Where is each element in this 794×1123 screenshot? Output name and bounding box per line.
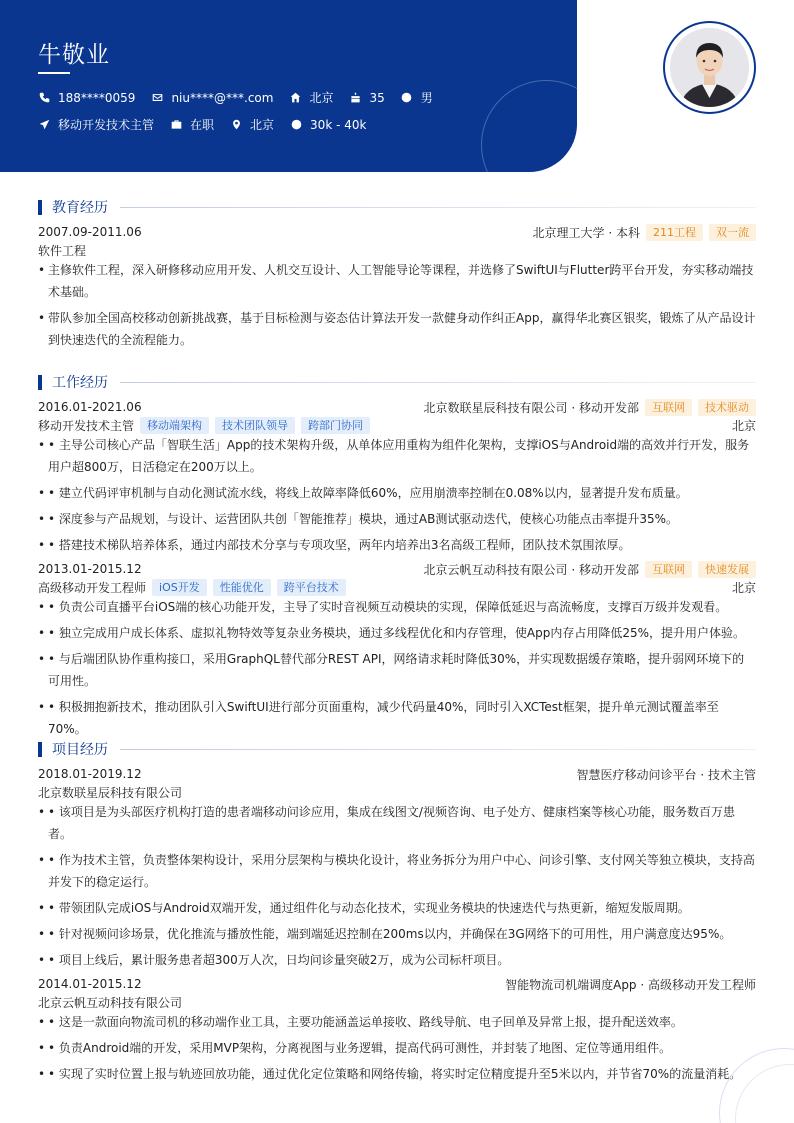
- company-tag: 互联网: [645, 399, 692, 416]
- location-icon: [230, 119, 242, 131]
- avatar: [670, 28, 749, 107]
- company-tag: 技术驱动: [698, 399, 756, 416]
- education-school: 北京理工大学 · 本科: [532, 225, 640, 240]
- project-header-row: [38, 975, 756, 993]
- project-company: 北京云帆互动科技有限公司: [38, 995, 183, 1010]
- status-text: 在职: [190, 118, 215, 132]
- avatar-frame: [663, 21, 756, 114]
- role-tag: 技术团队领导: [215, 417, 295, 434]
- role-tag: 性能优化: [213, 579, 271, 596]
- send-icon: [38, 119, 50, 131]
- age-text: 35: [369, 90, 385, 105]
- project-company-row: [38, 783, 756, 801]
- school-tag: 211工程: [646, 224, 703, 241]
- section-divider: [120, 749, 756, 750]
- work-company: 北京云帆互动科技有限公司 · 移动开发部: [423, 562, 639, 577]
- section-bar: [38, 375, 42, 390]
- education-section-title: [38, 197, 756, 217]
- header-decoration-circle: [481, 80, 577, 172]
- education-bullet: • 主修软件工程，深入研修移动应用开发、人机交互设计、人工智能导论等课程，并选修了SwiftUI与Flutter跨平台开发，夯实移动端技术基础。: [38, 259, 756, 303]
- position-text: 移动开发技术主管: [58, 118, 155, 132]
- home-item: [289, 89, 333, 106]
- project-company: 北京数联星辰科技有限公司: [38, 785, 183, 800]
- work-bullet: • • 主导公司核心产品「智联生活」App的技术架构升级，从单体应用重构为组件化架构，支撑iOS与Android端的高效并行开发，服务用户超800万，日活稳定在200万以上。: [38, 434, 756, 478]
- work-header-row: [38, 398, 756, 416]
- contact-row: [38, 89, 449, 106]
- project-name: 智慧医疗移动问诊平台 · 技术主管: [576, 767, 756, 782]
- home-text: 北京: [309, 91, 334, 105]
- phone-icon: [38, 92, 50, 104]
- company-tag: 快速发展: [698, 561, 756, 578]
- project-bullet: • • 负责Android端的开发，采用MVP架构，分离视图与业务逻辑，提高代码可测性，并封装了地图、定位等通用组件。: [38, 1037, 756, 1059]
- project-name: 智能物流司机端调度App · 高级移动开发工程师: [505, 977, 756, 992]
- home-icon: [289, 92, 301, 104]
- work-city: 北京: [731, 418, 756, 433]
- work-role-group: [38, 417, 370, 434]
- salary-text: 30k - 40k: [310, 117, 367, 132]
- intent-row: [38, 116, 382, 133]
- briefcase-icon: [170, 119, 182, 131]
- section-bar: [38, 742, 42, 757]
- age-item: [349, 91, 384, 105]
- section-heading: 工作经历: [52, 375, 108, 391]
- candidate-name: 牛敬业: [38, 42, 110, 68]
- project-bullet: • • 该项目是为头部医疗机构打造的患者端移动问诊应用，集成在线图文/视频咨询、电子处方、健康档案等核心功能，服务数百万患者。: [38, 801, 756, 845]
- work-header-row: [38, 560, 756, 578]
- education-header-row: [38, 223, 756, 241]
- work-bullet: • • 与后端团队协作重构接口，采用GraphQL替代部分REST API，网络请求耗时降低30%，并实现数据缓存策略，提升弱网环境下的可用性。: [38, 648, 756, 692]
- education-school-group: [533, 224, 756, 241]
- role-tag: iOS开发: [152, 579, 207, 596]
- section-heading: 教育经历: [52, 200, 108, 216]
- section-bar: [38, 200, 42, 215]
- project-bullet: • • 这是一款面向物流司机的移动端作业工具，主要功能涵盖运单接收、路线导航、电子回单及异常上报，提升配送效率。: [38, 1011, 756, 1033]
- work-role-row: [38, 578, 756, 596]
- work-bullet: • • 搭建技术梯队培养体系，通过内部技术分享与专项攻坚，两年内培养出3名高级工程师，团队技术氛围浓厚。: [38, 534, 756, 556]
- work-section-title: [38, 372, 756, 392]
- project-bullet: • • 针对视频问诊场景，优化推流与播放性能，端到端延迟控制在200ms以内，并确保在3G网络下的可用性，用户满意度达95%。: [38, 923, 756, 945]
- work-bullet: • • 深度参与产品规划，与设计、运营团队共创「智能推荐」模块，通过AB测试驱动迭代，使核心功能点击率提升35%。: [38, 508, 756, 530]
- work-role: 高级移动开发工程师: [38, 580, 147, 595]
- city-text: 北京: [250, 118, 275, 132]
- project-period: 2018.01-2019.12: [38, 767, 142, 781]
- role-tag: 跨平台技术: [277, 579, 346, 596]
- work-bullet: • • 负责公司直播平台iOS端的核心功能开发，主导了实时音视频互动模块的实现，保障低延迟与高流畅度，支撑百万级并发观看。: [38, 596, 756, 618]
- company-tag: 互联网: [645, 561, 692, 578]
- work-period: 2016.01-2021.06: [38, 400, 142, 414]
- work-company-group: [424, 561, 756, 578]
- school-tag: 双一流: [709, 224, 756, 241]
- email-text: niu****@***.com: [171, 90, 274, 105]
- gender-item: [401, 89, 433, 106]
- project-period: 2014.01-2015.12: [38, 977, 142, 991]
- projects-section-title: [38, 739, 756, 759]
- city-item: [230, 116, 274, 133]
- project-bullet: • • 带领团队完成iOS与Android双端开发，通过组件化与动态化技术，实现业务模块的快速迭代与热更新，缩短发版周期。: [38, 897, 756, 919]
- phone-text: 188****0059: [58, 90, 136, 105]
- section-heading: 项目经历: [52, 742, 108, 758]
- project-bullet: • • 作为技术主管，负责整体架构设计，采用分层架构与模块化设计，将业务拆分为用户中心、问诊引擎、支付网关等独立模块，支持高并发下的稳定运行。: [38, 849, 756, 893]
- section-divider: [120, 207, 756, 208]
- education-major-row: [38, 241, 756, 259]
- work-period: 2013.01-2015.12: [38, 562, 142, 576]
- education-major: 软件工程: [38, 243, 87, 258]
- mail-icon: [151, 92, 163, 104]
- salary-icon: [290, 119, 302, 131]
- work-role: 移动开发技术主管: [38, 418, 135, 433]
- project-company-row: [38, 993, 756, 1011]
- work-bullet: • • 建立代码评审机制与自动化测试流水线，将线上故障率降低60%，应用崩溃率控制在0.08%以内，显著提升发布质量。: [38, 482, 756, 504]
- education-bullet: • 带队参加全国高校移动创新挑战赛，基于目标检测与姿态估计算法开发一款健身动作纠正App，赢得华北赛区银奖，锻炼了从产品设计到快速迭代的全流程能力。: [38, 307, 756, 351]
- cake-icon: [349, 92, 361, 104]
- work-bullet: • • 积极拥抱新技术，推动团队引入SwiftUI进行部分页面重构，减少代码量40%，同时引入XCTest框架，提升单元测试覆盖率至70%。: [38, 696, 756, 740]
- work-role-group: [38, 579, 346, 596]
- header-banner: [0, 0, 577, 172]
- work-city: 北京: [731, 580, 756, 595]
- work-company-group: [424, 399, 756, 416]
- project-header-row: [38, 765, 756, 783]
- position-item: [38, 116, 154, 133]
- phone-item: [38, 91, 135, 105]
- gender-text: 男: [420, 91, 433, 105]
- project-bullet: • • 项目上线后，累计服务患者超300万人次，日均问诊量突破2万，成为公司标杆项目。: [38, 949, 756, 971]
- work-role-row: [38, 416, 756, 434]
- email-item: [151, 91, 273, 105]
- role-tag: 移动端架构: [140, 417, 209, 434]
- salary-item: [290, 118, 366, 132]
- role-tag: 跨部门协同: [301, 417, 370, 434]
- name-underline: [38, 72, 70, 74]
- section-divider: [120, 382, 756, 383]
- education-period: 2007.09-2011.06: [38, 225, 142, 239]
- status-item: [170, 116, 214, 133]
- work-company: 北京数联星辰科技有限公司 · 移动开发部: [423, 400, 639, 415]
- work-bullet: • • 独立完成用户成长体系、虚拟礼物特效等复杂业务模块，通过多线程优化和内存管理，使App内存占用降低25%，提升用户体验。: [38, 622, 756, 644]
- project-bullet: • • 实现了实时位置上报与轨迹回放功能，通过优化定位策略和网络传输，将实时定位精度提升至5米以内，并节省70%的流量消耗。: [38, 1063, 756, 1085]
- gender-icon: [401, 92, 413, 104]
